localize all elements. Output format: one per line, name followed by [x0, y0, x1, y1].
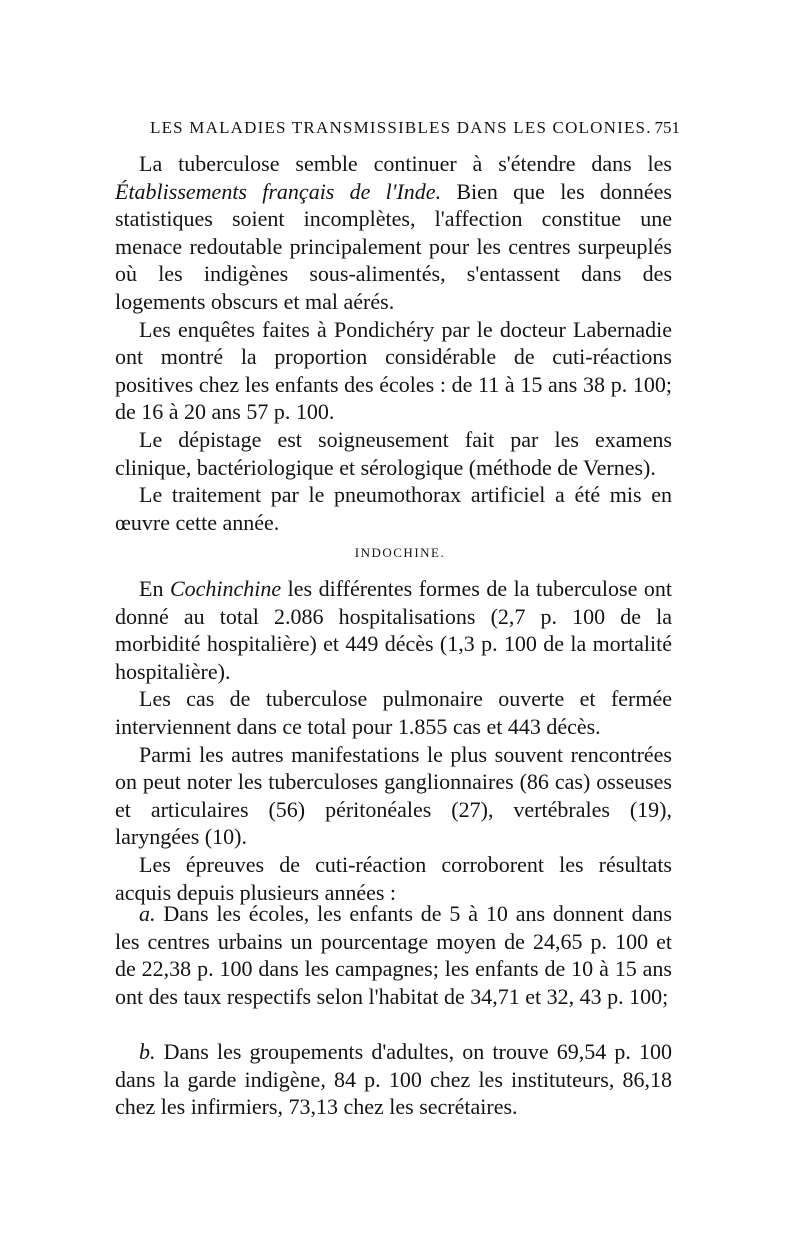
section-indochine: [115, 575, 672, 906]
paragraph: Les cas de tuberculose pulmonaire ouverte et fermée interviennent dans ce total pour 1.855 cas et 443 décès.: [115, 686, 672, 739]
list-marker: a.: [139, 901, 156, 926]
section-heading: INDOCHINE.: [354, 545, 446, 560]
list-marker: b.: [139, 1039, 156, 1064]
italic-place-name: Cochinchine: [169, 576, 282, 601]
list-item-a: [115, 900, 672, 1010]
list-paragraph: [115, 1038, 672, 1121]
paragraph: Les épreuves de cuti-réaction corroborent les résultats acquis depuis plusieurs années :: [115, 851, 672, 905]
paragraph-text: La tuberculose semble continuer à s'étendre dans les: [139, 151, 672, 176]
paragraph: [115, 575, 672, 685]
list-text: Dans les écoles, les enfants de 5 à 10 ans donnent dans les centres urbains un pourcentage moyen de 24,65 p. 100 et de 22,38 p. 100 dans les campagnes; les enfants de 10 à 15 ans ont des taux respectifs selon l'habitat de 34,71 et 32, 43 p. 100;: [115, 901, 672, 1009]
paragraph-text: En: [139, 576, 170, 601]
paragraph: Le dépistage est soigneusement fait par les examens clinique, bactériologique et sérologique (méthode de Vernes).: [115, 426, 672, 480]
list-item-b: [115, 1038, 672, 1121]
paragraph-text: Bien que les données statistiques soient incomplètes, l'affection constitue une menace redoutable principalement pour les centres surpeuplés où les indigènes sous-alimentés, s'entassent dans des logements obscurs et mal aérés.: [115, 178, 672, 314]
italic-place-name: Établissements français de l'Inde.: [115, 178, 442, 204]
paragraph: Parmi les autres manifestations le plus souvent rencontrées on peut noter les tuberculoses ganglionnaires (86 cas) osseuses et articulaires (56) péritonéales (27), vertébrales (19), laryngées (10).: [115, 741, 672, 850]
list-paragraph: [115, 900, 672, 1010]
paragraph: [115, 150, 672, 316]
running-title: LES MALADIES TRANSMISSIBLES DANS LES COLONIES.: [150, 118, 652, 137]
list-text: Dans les groupements d'adultes, on trouve 69,54 p. 100 dans la garde indigène, 84 p. 100 chez les instituteurs, 86,18 chez les infirmiers, 73,13 chez les secrétaires.: [115, 1039, 672, 1120]
paragraph: Les enquêtes faites à Pondichéry par le docteur Labernadie ont montré la proportion considérable de cuti-réactions positives chez les enfants des écoles : de 11 à 15 ans 38 p. 100; de 16 à 20 ans 57 p. 100.: [115, 316, 672, 425]
page-number: 751: [654, 118, 680, 137]
section-inde: [115, 150, 672, 536]
paragraph-text: les différentes formes de la tuberculose ont donné au total 2.086 hospitalisations (2,7 p. 100 de la morbidité hospitalière) et 449 décès (1,3 p. 100 de la mortalité hospitalière).: [115, 576, 672, 684]
paragraph: Le traitement par le pneumothorax artificiel a été mis en œuvre cette année.: [115, 482, 672, 535]
